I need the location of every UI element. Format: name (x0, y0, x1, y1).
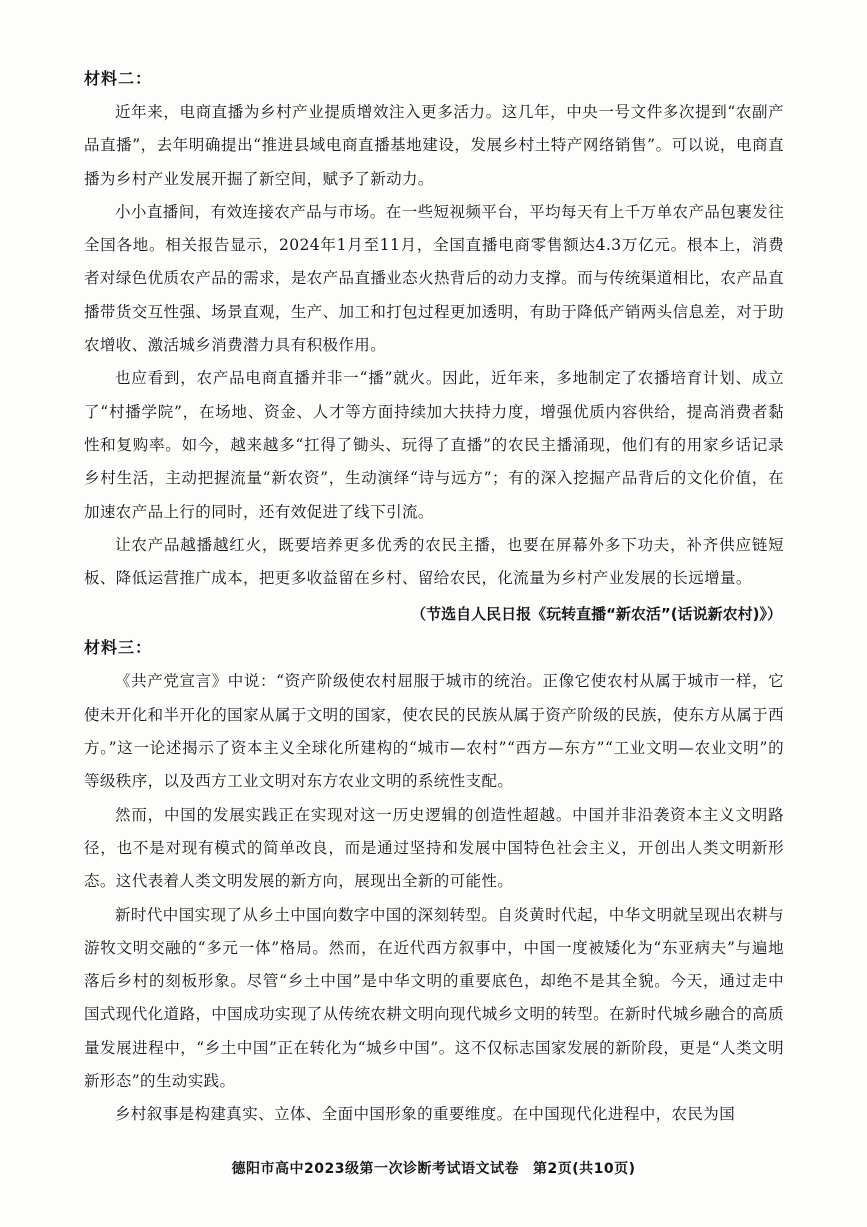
material-two-paragraph-1: 近年来，电商直播为乡村产业提质增效注入更多活力。这几年，中央一号文件多次提到“农副产品直播”，去年明确提出“推进县域电商直播基地建设，发展乡村土特产网络销售”。可以说，电商直播为乡村产业发展开掘了新空间，赋予了新动力。 (84, 103, 784, 188)
material-three-section (84, 631, 784, 1131)
material-two-heading: 材料二： (84, 69, 153, 88)
material-three-heading: 材料三： (84, 638, 153, 658)
page-footer (0, 1158, 867, 1178)
material-three-paragraph-2: 然而，中国的发展实践正在实现对这一历史逻辑的创造性超越。中国并非沿袭资本主义文明路径，也不是对现有模式的简单改良，而是通过坚持和发展中国特色社会主义，开创出人类文明新形态。这代表着人类文明发展的新方向，展现出全新的可能性。 (84, 805, 784, 891)
page-content (84, 62, 784, 1132)
material-two-paragraph-4: 让农产品越播越红火，既要培养更多优秀的农民主播，也要在屏幕外多下功夫，补齐供应链短板、降低运营推广成本，把更多收益留在乡村、留给农民，化流量为乡村产业发展的长远增量。 (84, 535, 784, 588)
material-two-paragraph-3: 也应看到，农产品电商直播并非一“播”就火。因此，近年来，多地制定了农播培育计划、成立了“村播学院”，在场地、资金、人才等方面持续加大扶持力度，增强优质内容供给，提高消费者黏性和复购率。如今，越来越多“扛得了锄头、玩得了直播”的农民主播涌现，他们有的用家乡话记录乡村生活，主动把握流量“新农资”，生动演绎“诗与远方”；有的深入挖掘产品背后的文化价值，在加速农产品上行的同时，还有效促进了线下引流。 (84, 369, 784, 521)
exam-title: 德阳市高中2023级第一次诊断考试语文试卷 (231, 1161, 519, 1177)
material-three-paragraph-3: 新时代中国实现了从乡土中国向数字中国的深刻转型。自炎黄时代起，中华文明就呈现出农耕与游牧文明交融的“多元一体”格局。然而，在近代西方叙事中，中国一度被矮化为“东亚病夫”与遍地落后乡村的刻板形象。尽管“乡土中国”是中华文明的重要底色，却绝不是其全貌。今天，通过走中国式现代化道路，中国成功实现了从传统农耕文明向现代城乡文明的转型。在新时代城乡融合的高质量发展进程中，“乡土中国”正在转化为“城乡中国”。这不仅标志国家发展的新阶段，更是“人类文明新形态”的生动实践。 (84, 905, 784, 1091)
material-two-paragraph-2: 小小直播间，有效连接农产品与市场。在一些短视频平台，平均每天有上千万单农产品包裹发往全国各地。相关报告显示，2024年1月至11月，全国直播电商零售额达4.3万亿元。根本上，消费者对绿色优质农产品的需求，是农产品直播业态火热背后的动力支撑。而与传统渠道相比，农产品直播带货交互性强、场景直观，生产、加工和打包过程更加透明，有助于降低产销两头信息差，对于助农增收、激活城乡消费潜力具有积极作用。 (84, 202, 784, 355)
page-number: 第2页(共10页) (532, 1161, 636, 1177)
material-two-section (84, 62, 784, 631)
material-three-paragraph-4: 乡村叙事是构建真实、立体、全面中国形象的重要维度。在中国现代化进程中，农民为国 (115, 1105, 736, 1124)
material-three-paragraph-1: 《共产党宣言》中说：“资产阶级使农村屈服于城市的统治。正像它使农村从属于城市一样，它使未开化和半开化的国家从属于文明的国家，使农民的民族从属于资产阶级的民族，使东方从属于西方。”这一论述揭示了资本主义全球化所建构的“城市—农村”“西方—东方”“工业文明—农业文明”的等级秩序，以及西方工业文明对东方农业文明的系统性支配。 (84, 672, 784, 791)
material-two-source: （节选自人民日报《玩转直播“新农活”(话说新农村)》） (411, 605, 782, 624)
